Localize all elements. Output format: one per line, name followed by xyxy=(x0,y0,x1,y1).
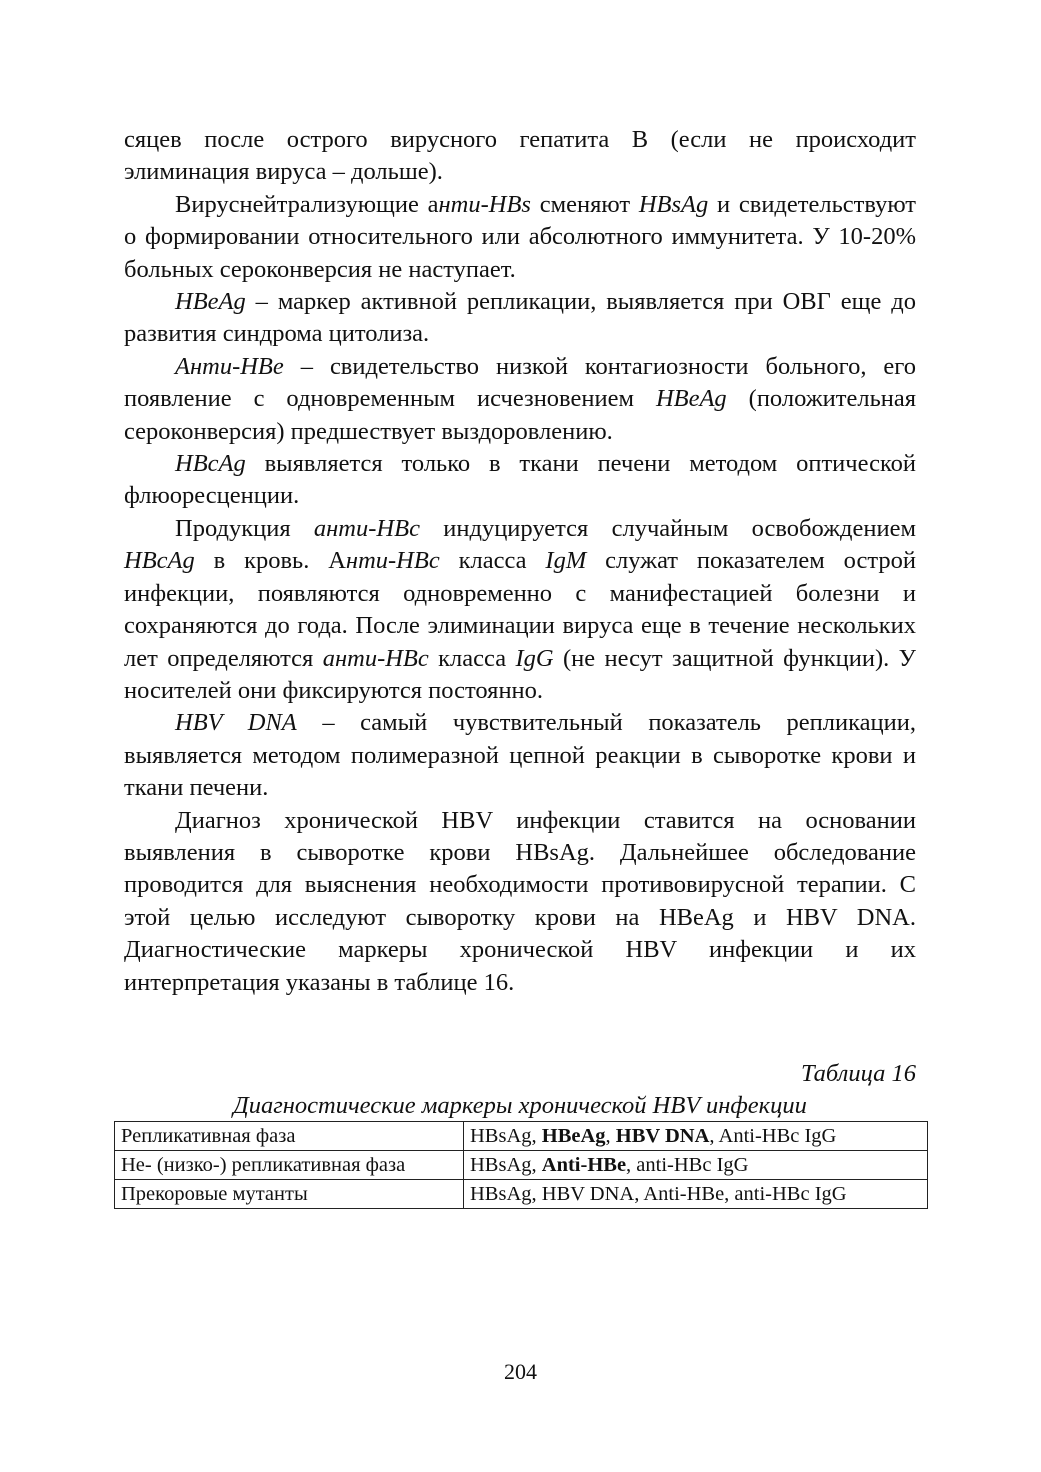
text-run: – свидетельство низкой контагиозности больного, его появление с одновременным исчезновением xyxy=(124,352,916,413)
text-run: и свидетельствуют о формировании относительного или абсолютного иммунитета. У 10-20% больных сероконверсия не наступает. xyxy=(124,190,916,283)
paragraph-3 xyxy=(124,286,916,351)
italic-term: HBcAg xyxy=(175,450,246,478)
table-title: Диагностические маркеры хронической HBV инфекции xyxy=(233,1092,807,1119)
paragraph-1 xyxy=(124,124,916,189)
paragraph-5 xyxy=(124,448,916,513)
text-run: Продукция xyxy=(175,514,314,542)
table-row xyxy=(115,1180,928,1209)
paragraph-2 xyxy=(124,189,916,286)
italic-term: IgG xyxy=(515,644,554,672)
paragraph-6 xyxy=(124,513,916,707)
phase-cell: Не- (низко-) репликативная фаза xyxy=(115,1151,464,1180)
text-run: (положительная сероконверсия) предшествует выздоровлению. xyxy=(124,385,916,445)
italic-term: HBeAg xyxy=(655,385,727,413)
text-run: Вируснейтрализующие а xyxy=(175,190,439,218)
markers-cell xyxy=(464,1122,928,1151)
body-text xyxy=(124,124,916,999)
italic-term: анти-HBc xyxy=(322,644,429,672)
markers-cell: HBsAg, HBV DNA, Anti-HBe, anti-HBc IgG xyxy=(464,1180,928,1209)
table-number: Таблица 16 xyxy=(800,1060,916,1087)
paragraph-4 xyxy=(124,351,916,448)
table-row xyxy=(115,1151,928,1180)
phase-cell: Репликативная фаза xyxy=(115,1122,464,1151)
text-run: HBsAg, xyxy=(470,1125,542,1147)
text-run: – маркер активной репликации, выявляется при ОВГ еще до развития синдрома цитолиза. xyxy=(124,288,916,348)
italic-term: HBcAg xyxy=(124,547,195,575)
text-run: класса xyxy=(439,547,546,575)
italic-term: HBeAg xyxy=(175,288,246,316)
phase-cell: Прекоровые мутанты xyxy=(115,1180,464,1209)
text-run: в кровь. А xyxy=(194,547,346,575)
markers-table xyxy=(114,1121,928,1209)
italic-term: HBV DNA xyxy=(175,709,297,737)
text-run: (не несут защитной функции). У носителей они фиксируются постоянно. xyxy=(124,644,916,704)
italic-term: нти-HBc xyxy=(345,547,440,575)
markers-cell xyxy=(464,1151,928,1180)
text-run: служат показателем острой инфекции, появляются одновременно с манифестацией болезни и сохраняются до года. После элиминации вируса еще в течение нескольких лет определяются xyxy=(124,547,916,672)
paragraph-text: Диагноз хронической HBV инфекции ставится на основании выявления в сыворотке крови HBsAg. Дальнейшее обследование проводится для выяснения необходимости противовирусной терапии. С этой целью исследуют сыворотку крови на HBeAg и HBV DNA. Диагностические маркеры хронической HBV инфекции и их интерпретация указаны в таблице 16. xyxy=(124,806,916,996)
text-run: , anti-HBc IgG xyxy=(626,1154,749,1176)
table-row xyxy=(115,1122,928,1151)
italic-term: нти-HBs xyxy=(438,190,531,218)
paragraph-7 xyxy=(124,707,916,804)
italic-term: HBsAg xyxy=(638,190,709,218)
text-run: , Anti-HBc IgG xyxy=(709,1125,837,1147)
italic-term: Анти-HBe xyxy=(175,352,284,380)
text-run: – самый чувствительный показатель репликации, выявляется методом полимеразной цепной реакции в сыворотке крови и ткани печени. xyxy=(124,709,916,802)
bold-marker: HBeAg xyxy=(541,1125,606,1147)
paragraph-8 xyxy=(124,805,916,999)
page-number: 204 xyxy=(504,1359,537,1384)
text-run: , xyxy=(605,1125,616,1147)
text-run: сменяют xyxy=(530,190,639,218)
paragraph-text: сяцев после острого вирусного гепатита В (если не происходит элиминация вируса – дольше). xyxy=(124,126,916,186)
text-run: класса xyxy=(428,644,516,672)
italic-term: анти-HBc xyxy=(313,514,420,542)
bold-marker: HBV DNA xyxy=(615,1125,710,1147)
text-run: HBsAg, xyxy=(470,1154,542,1176)
text-run: индуцируется случайным освобождением xyxy=(419,514,916,542)
text-run: выявляется только в ткани печени методом оптической флюоресценции. xyxy=(124,450,916,510)
bold-marker: Anti-HBe xyxy=(541,1154,627,1176)
italic-term: IgM xyxy=(545,547,587,575)
